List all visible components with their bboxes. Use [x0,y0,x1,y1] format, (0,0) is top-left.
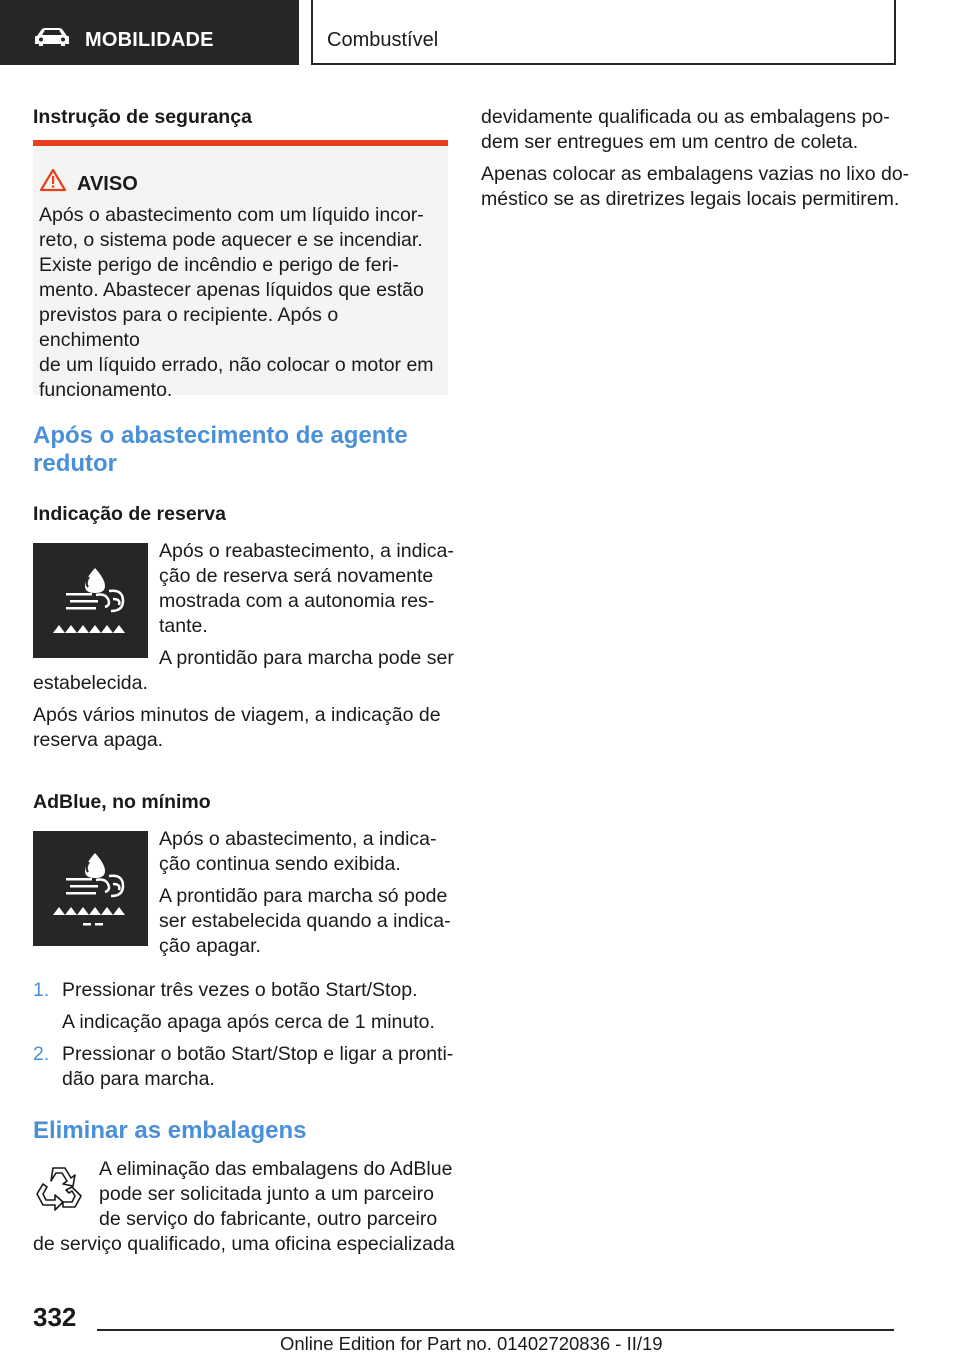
text-line: de serviço do fabricante, outro parceiro [99,1208,438,1230]
reserve-text [159,539,454,639]
disposal-heading: Eliminar as embalagens [33,1117,307,1144]
adblue-minimum-icon [33,831,148,946]
reserve-heading: Indicação de reserva [33,503,226,525]
text-line: A prontidão para marcha só pode [159,885,448,907]
header-chapter-box [311,0,896,65]
section-title: MOBILIDADE [85,29,214,51]
step-number: 1. [33,979,50,1001]
reserve-para2-line2: estabelecida. [33,672,148,694]
recycle-icon [33,1162,85,1214]
warning-triangle-icon [40,168,66,192]
text-line: Apenas colocar as embalagens vazias no lixo do- [481,163,910,185]
warning-line: reto, o sistema pode aquecer e se incendiar. [39,229,423,251]
disposal-text [99,1157,454,1232]
text-line: A eliminação das embalagens do AdBlue [99,1158,453,1180]
text-line: ção apagar. [159,935,261,957]
reserve-para3 [33,703,441,753]
text-line: devidamente qualificada ou as embalagens po- [481,106,890,128]
right-para1 [481,105,911,155]
warning-line: Existe perigo de incêndio e perigo de feri- [39,254,399,276]
warning-title: AVISO [77,173,138,195]
step-text [62,1042,453,1092]
warning-line: previstos para o recipiente. Após o enchimento [39,304,339,351]
text-line: Após o abastecimento, a indica- [159,828,437,850]
text-line: ção de reserva será novamente [159,565,434,587]
text-line: Após vários minutos de viagem, a indicação de [33,704,441,726]
heading-line: Após o abastecimento de agente [33,422,408,449]
step-number: 2. [33,1043,50,1065]
chapter-title: Combustível [327,29,439,51]
minimum-heading: AdBlue, no mínimo [33,791,211,813]
right-para2 [481,162,911,212]
step-subtext: A indicação apaga após cerca de 1 minuto. [62,1011,435,1033]
minimum-text-1 [159,827,454,877]
text-line: pode ser solicitada junto a um parceiro [99,1183,434,1205]
text-line: reserva apaga. [33,729,164,751]
after-refill-heading [33,422,408,478]
adblue-reserve-icon [33,543,148,658]
text-line: ser estabelecida quando a indica- [159,910,451,932]
footer-divider [97,1329,894,1331]
text-line: mostrada com a autonomia res- [159,590,435,612]
warning-box [33,140,448,401]
warning-line: de um líquido errado, não colocar o motor em [39,354,434,376]
heading-line: redutor [33,450,117,477]
step-text: Pressionar três vezes o botão Start/Stop. [62,979,418,1001]
text-line: dem ser entregues em um centro de coleta. [481,131,859,153]
warning-body [39,203,444,403]
text-line: méstico se as diretrizes legais locais permitirem. [481,188,900,210]
text-line: Pressionar o botão Start/Stop e ligar a pronti- [62,1043,454,1065]
edition-text: Online Edition for Part no. 01402720836 - II/19 [280,1333,663,1354]
warning-line: Após o abastecimento com um líquido incor- [39,204,424,226]
text-line: ção continua sendo exibida. [159,853,401,875]
car-icon [34,27,70,47]
warning-line: mento. Abastecer apenas líquidos que estão [39,279,424,301]
header-section-tab [0,0,299,65]
reserve-para2-line1: A prontidão para marcha pode ser [159,647,454,669]
page-number: 332 [33,1302,77,1332]
minimum-text-2 [159,884,454,959]
disposal-text-full: de serviço qualificado, uma oficina especializada [33,1233,455,1255]
warning-line: funcionamento. [39,379,173,401]
text-line: tante. [159,615,208,637]
safety-heading: Instrução de segurança [33,106,252,128]
text-line: Após o reabastecimento, a indica- [159,540,454,562]
text-line: dão para marcha. [62,1068,215,1090]
